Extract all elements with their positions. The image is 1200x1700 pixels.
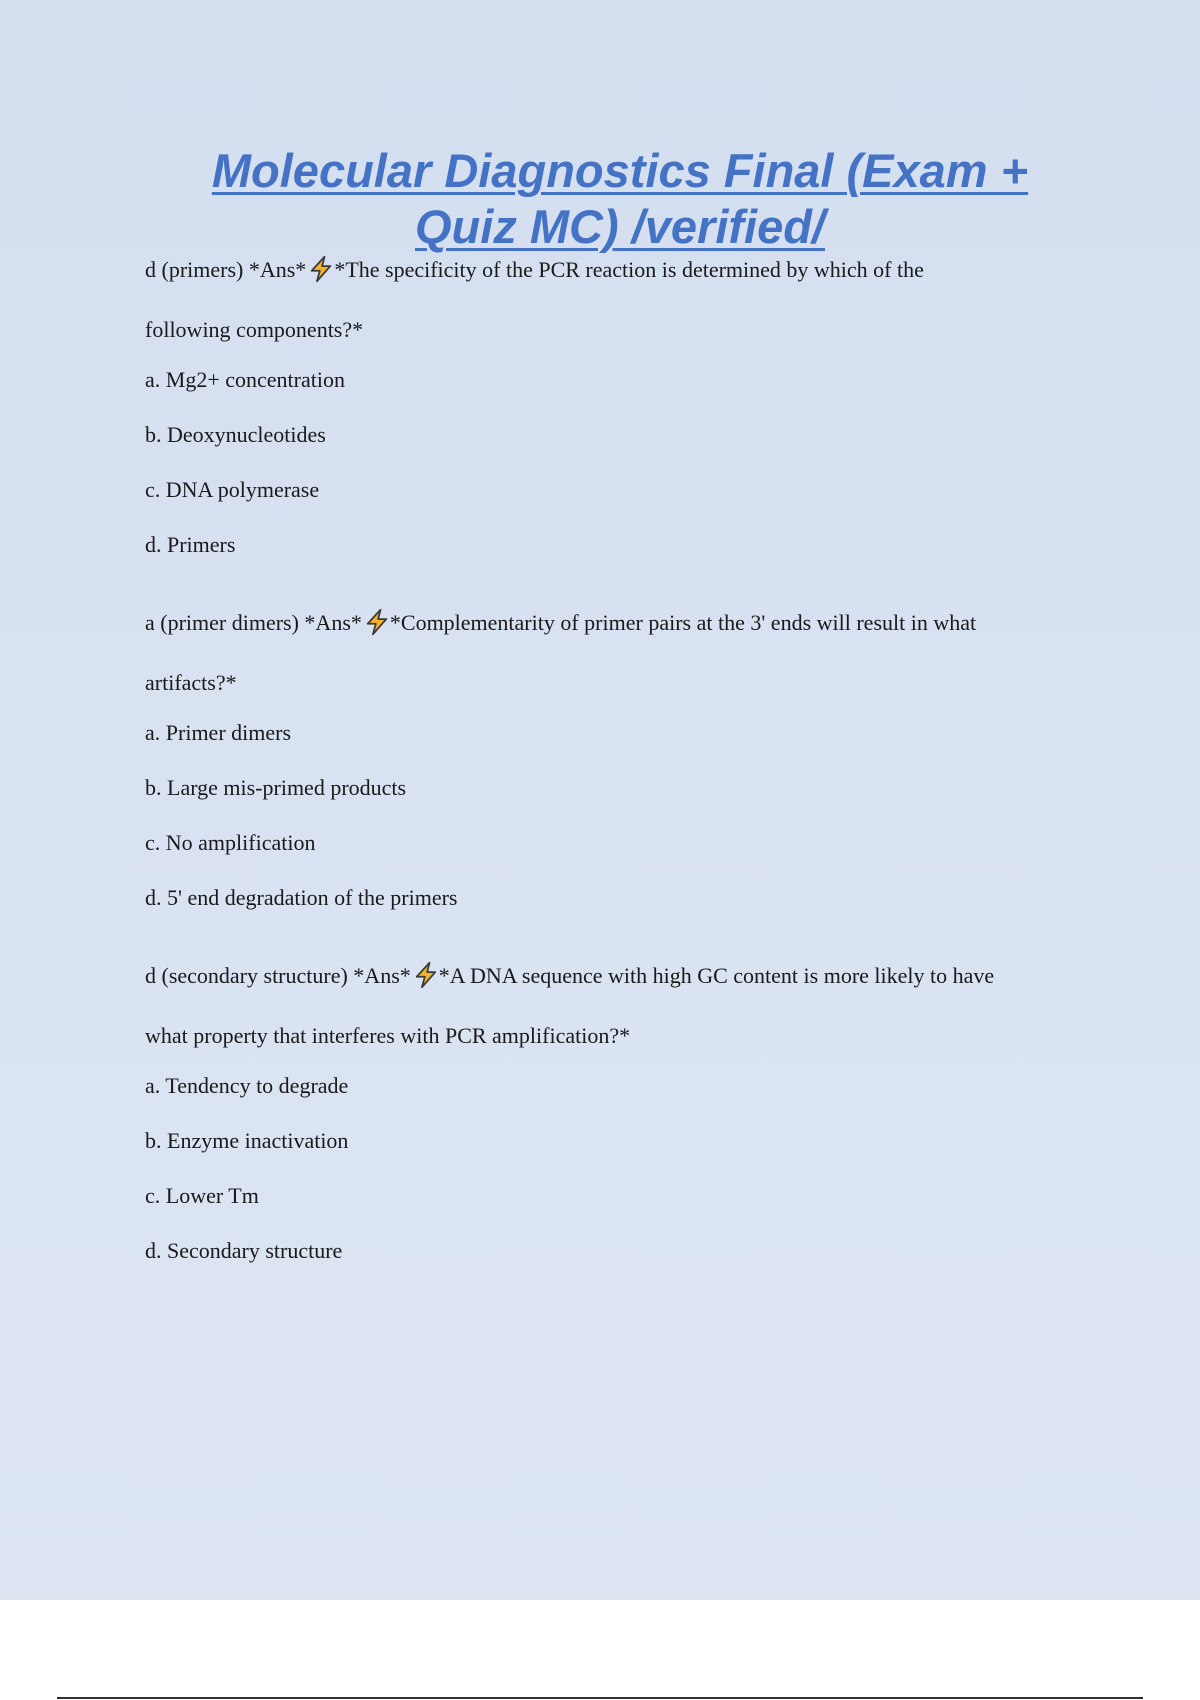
answer-option: c. DNA polymerase bbox=[145, 477, 320, 502]
answer-option: a. Primer dimers bbox=[145, 720, 292, 745]
answer-prefix: d (secondary structure) *Ans* bbox=[145, 963, 411, 988]
answer-option: b. Deoxynucleotides bbox=[145, 422, 326, 447]
lightning-bolt-icon bbox=[363, 608, 391, 636]
answer-option: a. Mg2+ concentration bbox=[145, 367, 345, 392]
question-text-continued: what property that interferes with PCR amplification?* bbox=[145, 1023, 631, 1048]
question-stem bbox=[145, 961, 1105, 989]
document-title bbox=[120, 143, 1120, 255]
title-line-2: Quiz MC) /verified/ bbox=[415, 200, 825, 253]
question-list bbox=[145, 255, 1105, 1265]
answer-prefix: d (primers) *Ans* bbox=[145, 257, 307, 282]
question-stem bbox=[145, 608, 1105, 636]
question-text-continued: artifacts?* bbox=[145, 670, 237, 695]
answer-option: c. Lower Tm bbox=[145, 1183, 259, 1208]
lightning-bolt-icon bbox=[412, 961, 440, 989]
question-text: *The specificity of the PCR reaction is determined by which of the bbox=[334, 257, 924, 282]
answer-option: b. Enzyme inactivation bbox=[145, 1128, 349, 1153]
answer-option: b. Large mis-primed products bbox=[145, 775, 407, 800]
answer-option: d. Secondary structure bbox=[145, 1238, 343, 1263]
answer-option: c. No amplification bbox=[145, 830, 316, 855]
title-line-1: Molecular Diagnostics Final (Exam + bbox=[211, 144, 1029, 197]
question-text: *A DNA sequence with high GC content is more likely to have bbox=[438, 963, 995, 988]
question-stem bbox=[145, 255, 1105, 283]
answer-option: d. Primers bbox=[145, 532, 236, 557]
lightning-bolt-icon bbox=[307, 255, 335, 283]
question-text-continued: following components?* bbox=[145, 317, 364, 342]
answer-option: d. 5' end degradation of the primers bbox=[145, 885, 458, 910]
question-block bbox=[145, 608, 1105, 912]
answer-prefix: a (primer dimers) *Ans* bbox=[145, 610, 362, 635]
question-block bbox=[145, 255, 1105, 559]
footer-divider bbox=[57, 1697, 1143, 1699]
question-text: *Complementarity of primer pairs at the 3' ends will result in what bbox=[389, 610, 977, 635]
question-block bbox=[145, 961, 1105, 1265]
answer-option: a. Tendency to degrade bbox=[145, 1073, 349, 1098]
